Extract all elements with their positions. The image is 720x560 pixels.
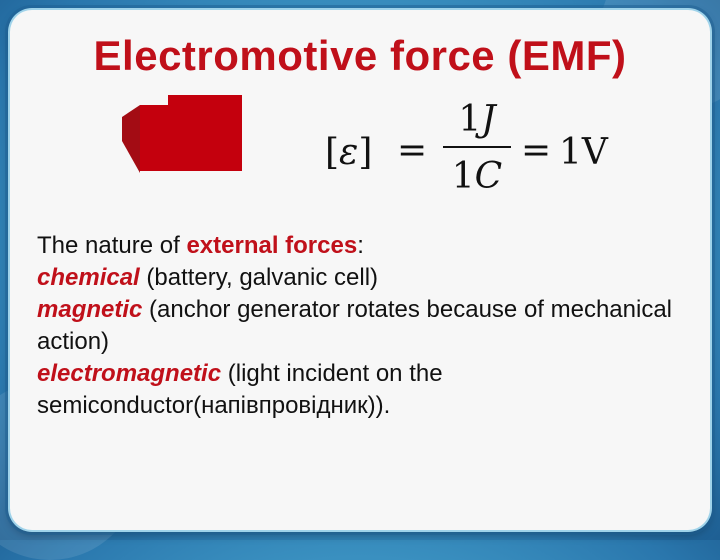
- external-forces-highlight: external forces: [186, 232, 358, 259]
- term-magnetic: magnetic: [37, 296, 143, 323]
- term-chemical: chemical: [37, 264, 140, 291]
- term-electromagnetic: electromagnetic: [37, 360, 222, 387]
- list-item-electromagnetic: [37, 358, 687, 422]
- formula-equals: =: [521, 130, 552, 171]
- slide-title: Electromotive force (EMF): [93, 32, 627, 79]
- intro-text: The nature of: [37, 232, 187, 259]
- formula-lhs: [ε]: [325, 132, 373, 173]
- formula-numerator: 1J: [458, 99, 496, 140]
- external-forces-list: [37, 230, 687, 422]
- emf-unit-formula: [325, 96, 625, 206]
- intro-end: :: [357, 232, 364, 259]
- formula-denominator: 1C: [451, 156, 503, 197]
- red-block-shape: [122, 95, 244, 173]
- formula-rhs: 1V: [559, 132, 608, 173]
- formula-equals: =: [397, 130, 428, 171]
- list-item-chemical: [37, 262, 687, 294]
- desc-electromagnetic: (light incident on the semiconductor(напівпровідник)).: [37, 360, 443, 419]
- desc-magnetic: (anchor generator rotates because of mechanical action): [37, 296, 673, 355]
- list-item-magnetic: [37, 294, 687, 358]
- formula-fraction: [443, 96, 511, 202]
- intro-line: [37, 230, 687, 262]
- desc-chemical: (battery, galvanic cell): [139, 264, 379, 291]
- fraction-bar: [443, 146, 511, 148]
